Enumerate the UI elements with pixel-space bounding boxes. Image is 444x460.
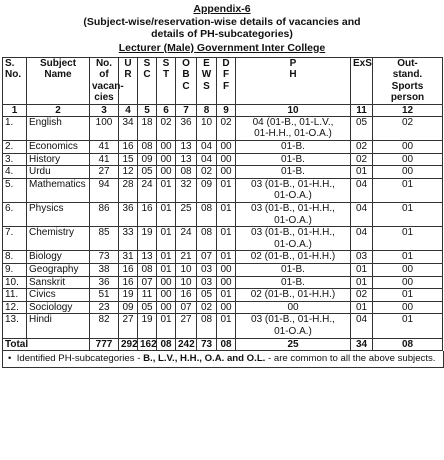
row-vacancies: 73 <box>90 251 119 264</box>
row-exs: 01 <box>351 264 373 277</box>
row-sports: 00 <box>373 276 443 289</box>
col-number: 7 <box>176 104 197 116</box>
row-ur: 12 <box>119 166 138 179</box>
header-line-1: (Subject-wise/reservation-wise details of vacancies and <box>83 15 361 28</box>
row-dff: 00 <box>217 166 236 179</box>
row-ph <box>236 314 351 338</box>
row-sc: 07 <box>138 276 157 289</box>
row-ph <box>236 289 351 302</box>
row-ews: 09 <box>197 178 217 202</box>
row-sno: 7. <box>3 227 27 251</box>
row-st: 00 <box>157 276 176 289</box>
row-ews: 03 <box>197 276 217 289</box>
row-sc: 05 <box>138 301 157 314</box>
row-dff: 01 <box>217 251 236 264</box>
col-number: 10 <box>236 104 351 116</box>
row-exs: 05 <box>351 116 373 140</box>
row-sc: 05 <box>138 166 157 179</box>
col-ph-header: P H <box>236 57 351 104</box>
table-row <box>3 314 443 338</box>
total-dff: 08 <box>217 338 236 351</box>
row-dff: 00 <box>217 301 236 314</box>
row-sc: 09 <box>138 153 157 166</box>
col-st-header: S T <box>157 57 176 104</box>
row-vacancies: 27 <box>90 166 119 179</box>
row-sports: 02 <box>373 116 443 140</box>
row-ph <box>236 116 351 140</box>
document-header <box>0 0 444 41</box>
table-row <box>3 276 443 289</box>
col-sports-header: Out- stand. Sports person <box>373 57 443 104</box>
row-obc: 13 <box>176 153 197 166</box>
row-subject: Civics <box>27 289 90 302</box>
ph-line: 03 (01-B., 01-H.H., <box>251 203 335 215</box>
row-ews: 04 <box>197 141 217 154</box>
row-ph <box>236 276 351 289</box>
row-vacancies: 86 <box>90 203 119 227</box>
row-vacancies: 36 <box>90 276 119 289</box>
footnote <box>2 351 444 368</box>
row-ur: 33 <box>119 227 138 251</box>
row-sc: 16 <box>138 203 157 227</box>
row-sports: 01 <box>373 178 443 202</box>
ph-line: 01-O.A.) <box>274 238 312 250</box>
table-row <box>3 251 443 264</box>
total-ur: 292 <box>119 338 138 351</box>
row-ur: 09 <box>119 301 138 314</box>
row-ph <box>236 153 351 166</box>
row-subject: English <box>27 116 90 140</box>
ph-line: 01-O.A.) <box>274 325 312 337</box>
row-sports: 00 <box>373 141 443 154</box>
table-row <box>3 264 443 277</box>
total-obc: 242 <box>176 338 197 351</box>
row-sno: 1. <box>3 116 27 140</box>
row-exs: 02 <box>351 141 373 154</box>
row-obc: 36 <box>176 116 197 140</box>
col-number: 3 <box>90 104 119 116</box>
col-subject-header: Subject Name <box>27 57 90 104</box>
row-ph <box>236 203 351 227</box>
row-ews: 08 <box>197 314 217 338</box>
total-ph: 25 <box>236 338 351 351</box>
row-st: 00 <box>157 166 176 179</box>
row-sports: 01 <box>373 289 443 302</box>
row-ph <box>236 178 351 202</box>
ph-line: 03 (01-B., 01-H.H., <box>251 178 335 190</box>
row-subject: History <box>27 153 90 166</box>
row-vacancies: 41 <box>90 153 119 166</box>
row-sno: 4. <box>3 166 27 179</box>
row-sports: 01 <box>373 203 443 227</box>
total-label: Total <box>3 338 90 351</box>
row-ur: 34 <box>119 116 138 140</box>
row-subject: Hindi <box>27 314 90 338</box>
row-st: 02 <box>157 116 176 140</box>
col-number: 1 <box>3 104 27 116</box>
col-number: 11 <box>351 104 373 116</box>
row-sno: 12. <box>3 301 27 314</box>
row-sc: 11 <box>138 289 157 302</box>
row-ur: 15 <box>119 153 138 166</box>
row-exs: 01 <box>351 276 373 289</box>
row-exs: 04 <box>351 203 373 227</box>
vacancy-table <box>2 57 443 352</box>
table-row <box>3 301 443 314</box>
row-subject: Economics <box>27 141 90 154</box>
ph-line: 02 (01-B., 01-H.H.) <box>250 289 336 301</box>
row-dff: 02 <box>217 116 236 140</box>
row-obc: 32 <box>176 178 197 202</box>
row-obc: 21 <box>176 251 197 264</box>
row-dff: 01 <box>217 178 236 202</box>
row-exs: 04 <box>351 178 373 202</box>
ph-line: 01-O.A.) <box>274 214 312 226</box>
row-sno: 6. <box>3 203 27 227</box>
row-exs: 02 <box>351 153 373 166</box>
row-sc: 08 <box>138 141 157 154</box>
row-sno: 9. <box>3 264 27 277</box>
row-exs: 01 <box>351 301 373 314</box>
row-obc: 10 <box>176 264 197 277</box>
row-sno: 2. <box>3 141 27 154</box>
row-st: 00 <box>157 141 176 154</box>
col-number: 12 <box>373 104 443 116</box>
row-obc: 13 <box>176 141 197 154</box>
row-sc: 19 <box>138 314 157 338</box>
row-vacancies: 100 <box>90 116 119 140</box>
row-subject: Mathematics <box>27 178 90 202</box>
total-no: 777 <box>90 338 119 351</box>
row-st: 01 <box>157 227 176 251</box>
header-line-2: details of PH-subcategories) <box>151 28 293 40</box>
bullet: • <box>8 353 12 365</box>
col-number: 2 <box>27 104 90 116</box>
row-dff: 01 <box>217 314 236 338</box>
row-subject: Chemistry <box>27 227 90 251</box>
col-number: 5 <box>138 104 157 116</box>
col-ews-header: E W S <box>197 57 217 104</box>
note-text-pre: Identified PH-subcategories - <box>16 353 144 365</box>
row-ews: 05 <box>197 289 217 302</box>
row-obc: 27 <box>176 314 197 338</box>
column-number-row <box>3 104 443 116</box>
row-exs: 03 <box>351 251 373 264</box>
col-sno-header: S. No. <box>3 57 27 104</box>
row-ur: 31 <box>119 251 138 264</box>
row-ews: 08 <box>197 203 217 227</box>
row-sports: 00 <box>373 301 443 314</box>
total-sports: 08 <box>373 338 443 351</box>
col-sc-header: S C <box>138 57 157 104</box>
row-ur: 28 <box>119 178 138 202</box>
row-vacancies: 41 <box>90 141 119 154</box>
row-exs: 01 <box>351 166 373 179</box>
total-ews: 73 <box>197 338 217 351</box>
row-st: 01 <box>157 178 176 202</box>
row-obc: 08 <box>176 166 197 179</box>
row-vacancies: 85 <box>90 227 119 251</box>
row-sports: 01 <box>373 314 443 338</box>
row-dff: 01 <box>217 203 236 227</box>
table-row <box>3 153 443 166</box>
row-subject: Sanskrit <box>27 276 90 289</box>
total-exs: 34 <box>351 338 373 351</box>
note-text-bold: B., L.V., H.H., O.A. and O.L. <box>143 353 266 365</box>
row-ur: 19 <box>119 289 138 302</box>
row-vacancies: 38 <box>90 264 119 277</box>
row-ph <box>236 264 351 277</box>
ph-line: 01-B. <box>281 276 305 288</box>
table-row <box>3 289 443 302</box>
row-subject: Urdu <box>27 166 90 179</box>
table-row <box>3 141 443 154</box>
row-obc: 16 <box>176 289 197 302</box>
row-obc: 25 <box>176 203 197 227</box>
row-ews: 10 <box>197 116 217 140</box>
row-dff: 00 <box>217 276 236 289</box>
row-st: 00 <box>157 153 176 166</box>
note-text-post: - are common to all the above subjects. <box>265 353 436 365</box>
row-st: 01 <box>157 314 176 338</box>
row-dff: 01 <box>217 227 236 251</box>
row-ur: 16 <box>119 264 138 277</box>
ph-line: 01-B. <box>281 141 305 153</box>
row-subject: Geography <box>27 264 90 277</box>
ph-line: 03 (01-B., 01-H.H., <box>251 314 335 326</box>
ph-line: 01-B. <box>281 166 305 178</box>
row-ur: 36 <box>119 203 138 227</box>
row-ews: 03 <box>197 264 217 277</box>
row-dff: 00 <box>217 141 236 154</box>
row-vacancies: 51 <box>90 289 119 302</box>
row-ews: 02 <box>197 301 217 314</box>
ph-line: 00 <box>287 301 299 313</box>
row-ph <box>236 227 351 251</box>
table-row <box>3 166 443 179</box>
row-sports: 00 <box>373 153 443 166</box>
row-obc: 07 <box>176 301 197 314</box>
ph-line: 03 (01-B., 01-H.H., <box>251 227 335 239</box>
row-ph <box>236 141 351 154</box>
row-sno: 10. <box>3 276 27 289</box>
appendix-title: Appendix-6 <box>193 3 251 15</box>
row-sc: 08 <box>138 264 157 277</box>
ph-line: 01-B. <box>281 264 305 275</box>
row-ews: 07 <box>197 251 217 264</box>
total-sc: 162 <box>138 338 157 351</box>
row-sc: 18 <box>138 116 157 140</box>
table-row <box>3 227 443 251</box>
row-exs: 04 <box>351 227 373 251</box>
row-subject: Sociology <box>27 301 90 314</box>
total-row <box>3 338 443 351</box>
row-ews: 02 <box>197 166 217 179</box>
row-dff: 00 <box>217 153 236 166</box>
col-ur-header: U R <box>119 57 138 104</box>
row-exs: 02 <box>351 289 373 302</box>
ph-line: 02 (01-B., 01-H.H.) <box>250 251 336 263</box>
row-sc: 24 <box>138 178 157 202</box>
row-vacancies: 82 <box>90 314 119 338</box>
table-row <box>3 203 443 227</box>
row-sno: 5. <box>3 178 27 202</box>
total-st: 08 <box>157 338 176 351</box>
col-exs-header: ExS <box>351 57 373 104</box>
row-ews: 04 <box>197 153 217 166</box>
row-st: 00 <box>157 289 176 302</box>
row-sno: 13. <box>3 314 27 338</box>
row-obc: 24 <box>176 227 197 251</box>
col-number: 8 <box>197 104 217 116</box>
row-sports: 00 <box>373 264 443 277</box>
ph-line: 01-O.A.) <box>274 190 312 202</box>
col-number: 4 <box>119 104 138 116</box>
table-subtitle: Lecturer (Male) Government Inter College <box>118 41 326 54</box>
row-st: 00 <box>157 301 176 314</box>
row-ur: 16 <box>119 141 138 154</box>
row-sports: 01 <box>373 251 443 264</box>
row-ph <box>236 166 351 179</box>
row-vacancies: 23 <box>90 301 119 314</box>
row-sc: 19 <box>138 227 157 251</box>
table-row <box>3 116 443 140</box>
row-sno: 8. <box>3 251 27 264</box>
row-st: 01 <box>157 203 176 227</box>
row-ews: 08 <box>197 227 217 251</box>
row-ur: 27 <box>119 314 138 338</box>
row-subject: Physics <box>27 203 90 227</box>
row-sno: 11. <box>3 289 27 302</box>
row-st: 01 <box>157 251 176 264</box>
row-ph <box>236 301 351 314</box>
ph-line: 01-B. <box>281 153 305 165</box>
col-number: 9 <box>217 104 236 116</box>
row-sno: 3. <box>3 153 27 166</box>
row-exs: 04 <box>351 314 373 338</box>
row-sports: 00 <box>373 166 443 179</box>
row-ph <box>236 251 351 264</box>
table-body <box>3 116 443 338</box>
ph-line: 01-H.H., 01-O.A.) <box>254 128 332 140</box>
col-obc-header: O B C <box>176 57 197 104</box>
row-vacancies: 94 <box>90 178 119 202</box>
col-vacancies-header: No. of vacan- cies <box>90 57 119 104</box>
row-dff: 01 <box>217 289 236 302</box>
row-sc: 13 <box>138 251 157 264</box>
header-row <box>3 57 443 104</box>
col-dff-header: D F F <box>217 57 236 104</box>
row-ur: 16 <box>119 276 138 289</box>
table-row <box>3 178 443 202</box>
col-number: 6 <box>157 104 176 116</box>
row-subject: Biology <box>27 251 90 264</box>
row-st: 01 <box>157 264 176 277</box>
ph-line: 04 (01-B., 01-L.V., <box>252 116 334 128</box>
row-sports: 01 <box>373 227 443 251</box>
row-obc: 10 <box>176 276 197 289</box>
row-dff: 00 <box>217 264 236 277</box>
